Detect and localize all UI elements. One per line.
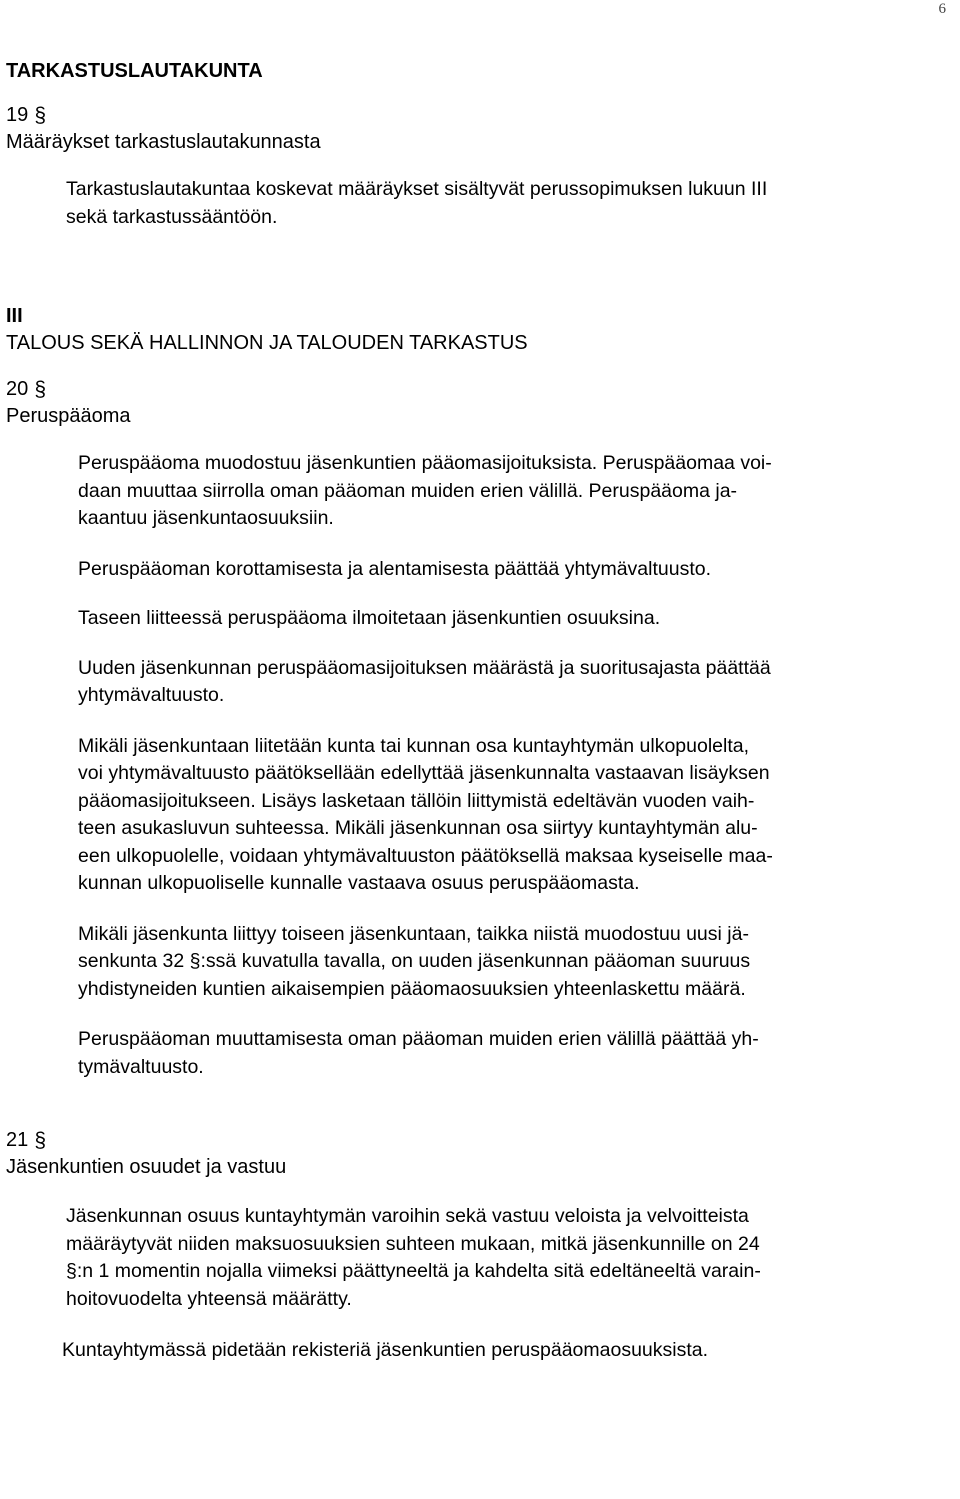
body-text-19 [66, 176, 948, 231]
body-line: Tarkastuslautakuntaa koskevat määräykset sisältyvät perussopimuksen lukuun III [66, 178, 768, 200]
body-paragraph [66, 1203, 948, 1313]
paragraph-number-20 [6, 376, 954, 403]
body-line: määräytyvät niiden maksuosuuksien suhteen mukaan, mitkä jäsenkunnille on 24 [66, 1232, 760, 1255]
body-line: tymävaltuusto. [78, 1055, 204, 1078]
body-line: Uuden jäsenkunnan peruspääomasijoituksen määrästä ja suoritusajasta päättää [78, 656, 771, 679]
body-line: yhdistyneiden kuntien aikaisempien pääomaosuuksien yhteenlaskettu määrä. [78, 977, 746, 1000]
body-line: hoitovuodelta yhteensä määrätty. [66, 1287, 352, 1310]
body-line: kunnan ulkopuoliselle kunnalle vastaava osuus peruspääomasta. [78, 872, 640, 894]
body-line: §:n 1 momentin nojalla viimeksi päättyneeltä ja kahdelta sitä edeltäneeltä varain- [66, 1260, 761, 1282]
body-paragraph [78, 655, 948, 710]
paragraph-number: 19 [6, 104, 29, 126]
body-line: Peruspääoman korottamisesta ja alentamisesta päättää yhtymävaltuusto. [78, 557, 712, 580]
body-line: pääomasijoitukseen. Lisäys lasketaan tällöin liittymistä edeltävän vuoden vaih- [78, 789, 755, 812]
body-line: voi yhtymävaltuusto päätöksellään edellyttää jäsenkunnalta vastaavan lisäyksen [78, 762, 770, 784]
body-line: Mikäli jäsenkunta liittyy toiseen jäsenkuntaan, taikka niistä muodostuu uusi jä- [78, 922, 749, 945]
body-paragraph [78, 1026, 948, 1081]
body-paragraph [62, 1337, 948, 1365]
body-paragraph [78, 450, 948, 533]
section-heading-tarkastuslautakunta: TARKASTUSLAUTAKUNTA [6, 60, 263, 82]
chapter-title: TALOUS SEKÄ HALLINNON JA TALOUDEN TARKASTUS [6, 332, 528, 354]
section-sign: § [34, 378, 47, 401]
document-body [6, 58, 954, 1365]
paragraph-title-21: Jäsenkuntien osuudet ja vastuu [6, 1156, 287, 1178]
body-line: Taseen liitteessä peruspääoma ilmoitetaan jäsenkuntien osuuksina. [78, 607, 661, 629]
body-line: Jäsenkunnan osuus kuntayhtymän varoihin sekä vastuu veloista ja velvoitteista [66, 1205, 749, 1227]
paragraph-title-19: Määräykset tarkastuslautakunnasta [6, 131, 321, 153]
body-line: yhtymävaltuusto. [78, 684, 225, 706]
body-line: Kuntayhtymässä pidetään rekisteriä jäsenkuntien peruspääomaosuuksista. [62, 1339, 709, 1361]
body-paragraph [78, 921, 948, 1004]
section-sign: § [34, 104, 47, 127]
paragraph-number: 20 [6, 378, 29, 400]
chapter-number: III [6, 305, 23, 327]
page-number: 6 [938, 1, 946, 17]
paragraph-number-21 [6, 1127, 954, 1154]
paragraph-number: 21 [6, 1129, 29, 1151]
body-line: kaantuu jäsenkuntaosuuksiin. [78, 507, 334, 529]
paragraph-title-20: Peruspääoma [6, 405, 131, 427]
body-paragraph [78, 733, 948, 898]
section-sign: § [34, 1129, 47, 1152]
body-line: Mikäli jäsenkuntaan liitetään kunta tai kunnan osa kuntayhtymän ulkopuolelta, [78, 734, 750, 757]
body-line: sekä tarkastussääntöön. [66, 205, 278, 228]
body-paragraph [78, 556, 948, 584]
body-line: teen asukasluvun suhteessa. Mikäli jäsenkunnan osa siirtyy kuntayhtymän alu- [78, 817, 758, 839]
body-line: senkunta 32 §:ssä kuvatulla tavalla, on uuden jäsenkunnan pääoman suuruus [78, 950, 751, 972]
body-line: daan muuttaa siirrolla oman pääoman muiden erien välillä. Peruspääoma ja- [78, 479, 738, 502]
body-line: een ulkopuolelle, voidaan yhtymävaltuuston päätöksellä maksaa kyseiselle maa- [78, 844, 773, 867]
body-paragraph [78, 605, 948, 633]
body-line: Peruspääoman muuttamisesta oman pääoman muiden erien välillä päättää yh- [78, 1028, 759, 1050]
body-line: Peruspääoma muodostuu jäsenkuntien pääomasijoituksista. Peruspääomaa voi- [78, 452, 772, 474]
paragraph-number-19 [6, 102, 954, 129]
